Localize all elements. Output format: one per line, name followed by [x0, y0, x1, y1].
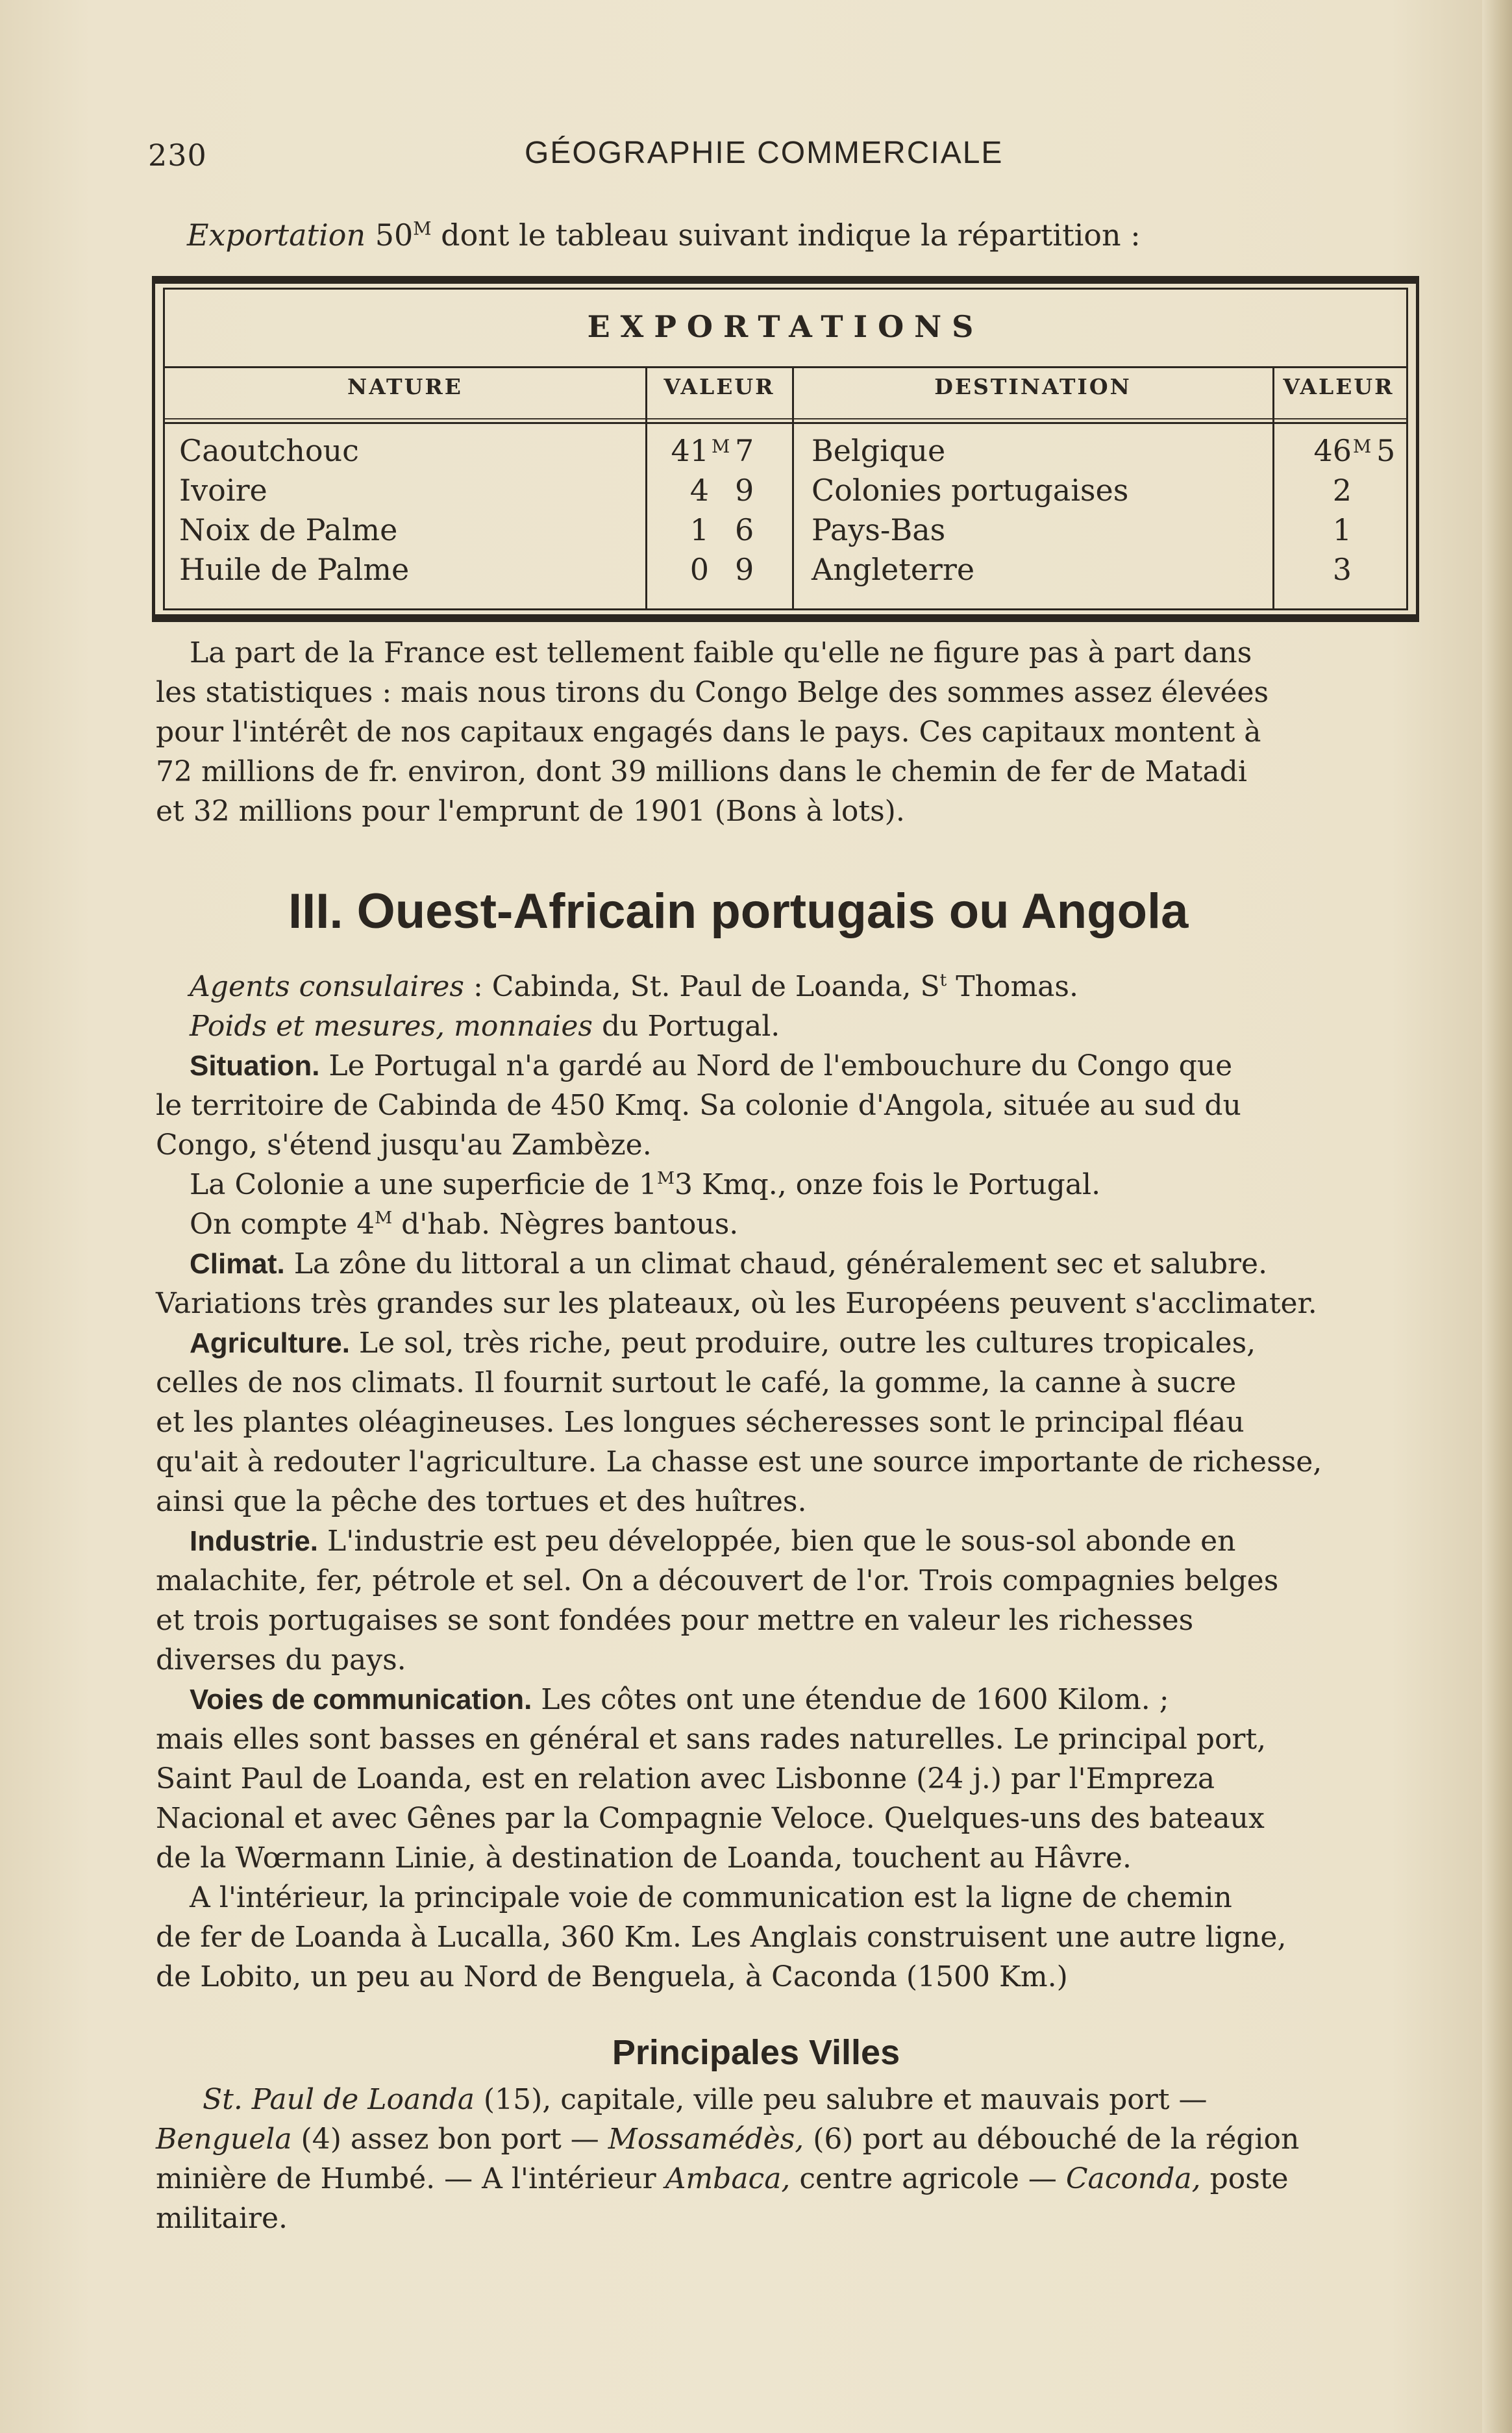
running-title: GÉOGRAPHIE COMMERCIALE: [525, 136, 1004, 170]
agents-line: Agents consulaires : Cabinda, St. Paul de Loanda, $S^t$ Thomas.: [190, 970, 1078, 1003]
text-line: 72 millions de fr. environ, dont 39 millions dans le chemin de fer de Matadi: [156, 755, 1247, 788]
text-line: de fer de Loanda à Lucalla, 360 Km. Les Anglais construisent une autre ligne,: [156, 1921, 1287, 1954]
col-header-destination: DESTINATION: [934, 374, 1132, 399]
text-line: de Lobito, un peu au Nord de Benguela, à Caconda (1500 Km.): [156, 1960, 1068, 1993]
climat-line: Climat. La zône du littoral a un climat chaud, généralement sec et salubre.: [190, 1247, 1268, 1280]
table-cell-destination: Angleterre: [812, 552, 975, 587]
export-label: Exportation: [187, 218, 366, 253]
voies-heading: Voies de communication.: [190, 1684, 532, 1716]
col-header-valeur-1: VALEUR: [663, 374, 775, 399]
page-number: 230: [148, 138, 207, 173]
industrie-line: Industrie. L'industrie est peu développée, bien que le sous-sol abonde en: [190, 1525, 1236, 1558]
text-line: les statistiques : mais nous tirons du Congo Belge des sommes assez élevées: [156, 676, 1269, 709]
villes-line: minière de Humbé. — A l'intérieur Ambaca, centre agricole — Caconda, poste: [156, 2162, 1289, 2195]
text-line: qu'ait à redouter l'agriculture. La chasse est une source importante de richesse,: [156, 1445, 1322, 1479]
table-cell-nature: Ivoire: [179, 473, 267, 508]
table-cell-nature: Noix de Palme: [179, 512, 398, 547]
france-paragraph: [156, 633, 1427, 831]
table-cell-destination: Belgique: [812, 433, 946, 468]
text-line: et 32 millions pour l'emprunt de 1901 (Bons à lots).: [156, 795, 905, 828]
situation-heading: Situation.: [190, 1050, 320, 1082]
situation-line: Situation. Le Portugal n'a gardé au Nord de l'embouchure du Congo que: [190, 1049, 1233, 1082]
table-cell-nature: Huile de Palme: [179, 552, 410, 587]
col-header-valeur-2: VALEUR: [1283, 374, 1394, 399]
text-line: diverses du pays.: [156, 1643, 406, 1677]
text-line: celles de nos climats. Il fournit surtout le café, la gomme, la canne à sucre: [156, 1366, 1237, 1399]
export-amount: $50^M$: [375, 218, 432, 253]
superficie-line: La Colonie a une superficie de $1^M3$ Kmq., onze fois le Portugal.: [190, 1168, 1101, 1201]
villes-line: militaire.: [156, 2202, 288, 2235]
table-cell-destination: Pays-Bas: [812, 512, 946, 547]
agriculture-line: Agriculture. Le sol, très riche, peut produire, outre les cultures tropicales,: [190, 1327, 1256, 1360]
text-line: Nacional et avec Gênes par la Compagnie Veloce. Quelques-uns des bateaux: [156, 1802, 1265, 1835]
table-cell-destination: Colonies portugaises: [812, 473, 1129, 508]
poids-line: Poids et mesures, monnaies du Portugal.: [190, 1010, 780, 1043]
climat-heading: Climat.: [190, 1248, 285, 1280]
page-header: [148, 130, 1440, 182]
text-line: le territoire de Cabinda de 450 Kmq. Sa colonie d'Angola, située au sud du: [156, 1089, 1241, 1122]
text-line: de la Wœrmann Linie, à destination de Loanda, touchent au Hâvre.: [156, 1841, 1132, 1875]
industrie-heading: Industrie.: [190, 1525, 319, 1557]
text-line: Congo, s'étend jusqu'au Zambèze.: [156, 1129, 652, 1162]
villes-line: Benguela (4) assez bon port — Mossamédès, (6) port au débouché de la région: [156, 2123, 1300, 2156]
text-line: Variations très grandes sur les plateaux, où les Européens peuvent s'acclimater.: [156, 1287, 1317, 1320]
text-line: et trois portugaises se sont fondées pour mettre en valeur les richesses: [156, 1604, 1194, 1637]
text-line: Saint Paul de Loanda, est en relation avec Lisbonne (24 j.) par l'Empreza: [156, 1762, 1215, 1795]
text-line: La part de la France est tellement faible qu'elle ne figure pas à part dans: [190, 636, 1252, 669]
table-title: EXPORTATIONS: [587, 309, 984, 344]
voies-line: Voies de communication. Les côtes ont une étendue de 1600 Kilom. ;: [190, 1683, 1169, 1716]
population-line: On compte $4^M$ d'hab. Nègres bantous.: [190, 1208, 739, 1241]
section-title: III. Ouest-Africain portugais ou Angola: [288, 884, 1189, 939]
text-line: A l'intérieur, la principale voie de communication est la ligne de chemin: [190, 1881, 1232, 1914]
export-intro: [187, 218, 1141, 253]
text-line: pour l'intérêt de nos capitaux engagés dans le pays. Ces capitaux montent à: [156, 716, 1261, 749]
text-line: mais elles sont basses en général et sans rades naturelles. Le principal port,: [156, 1723, 1267, 1756]
agriculture-heading: Agriculture.: [190, 1327, 350, 1359]
text-line: et les plantes oléagineuses. Les longues sécheresses sont le principal fléau: [156, 1406, 1245, 1439]
col-header-nature: NATURE: [347, 374, 463, 399]
table-cell-nature: Caoutchouc: [179, 433, 359, 468]
villes-line: St. Paul de Loanda (15), capitale, ville peu salubre et mauvais port —: [203, 2083, 1208, 2116]
text-line: malachite, fer, pétrole et sel. On a découvert de l'or. Trois compagnies belges: [156, 1564, 1279, 1597]
exportations-table: EXPORTATIONS NATURE VALEUR DESTINATION VALEUR Caoutchouc 41 M 7 Ivoire 4 9 Noix de Palme 1 6 Huile de Palme 0 9 Belgique 46 M 5 Colonies portugaises 2 Pays-Bas 1 Angleterre 3: [152, 276, 1419, 622]
export-intro-text: dont le tableau suivant indique la répartition :: [431, 218, 1141, 253]
text-line: ainsi que la pêche des tortues et des huîtres.: [156, 1485, 807, 1518]
villes-heading: Principales Villes: [612, 2033, 900, 2072]
